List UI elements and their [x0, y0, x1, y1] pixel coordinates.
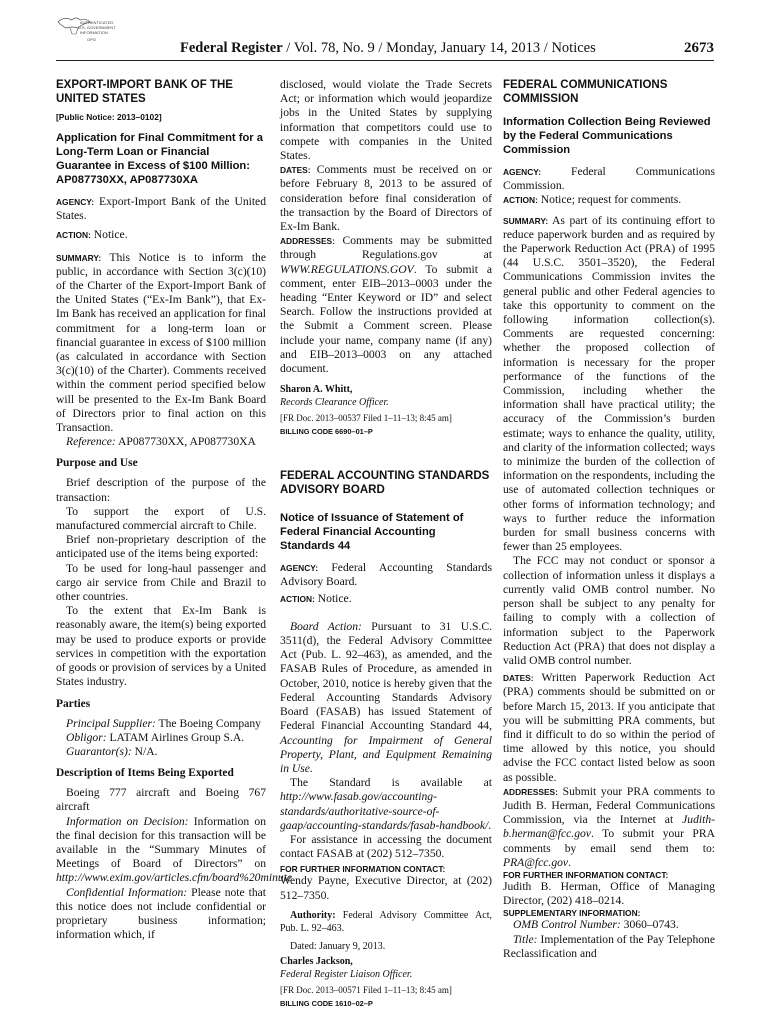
authority-label: Authority:	[290, 909, 336, 921]
dates-text-fcc: Written Paperwork Reduction Act (PRA) comments should be submitted on or before March 15, 2013. If you anticipate that you will be submitting PRA comments, but find it difficult to do so within the period of time allowed by this notice, you should advise the FCC contact listed below as soon as possible.	[503, 671, 715, 784]
standard-end: .	[488, 818, 492, 832]
authority-text: Federal Advisory Committee Act, Pub. L. 92–463.	[280, 909, 492, 934]
omb-control-number	[503, 918, 715, 932]
regulations-link[interactable]: WWW.REGULATIONS.GOV	[280, 262, 414, 276]
agency-text-fasab: Federal Accounting Standards Advisory Board.	[280, 561, 492, 589]
column-2	[280, 78, 492, 1009]
supplementary-label: SUPPLEMENTARY INFORMATION:	[503, 908, 641, 919]
reference-text: AP087730XX, AP087730XA	[115, 435, 256, 449]
action-text-fcc: Notice; request for comments.	[537, 193, 682, 207]
agency-paragraph-fasab	[280, 561, 492, 589]
addresses-text-continued: . To submit a comment, enter EIB–2013–0003 under the heading “Enter Keyword or ID” and select Search. Follow the instructions provided at the Submit a Comment screen. Please include your name, company name (if any) and EIB–2013–0003 on any attached document.	[280, 262, 492, 376]
agency-paragraph	[56, 195, 266, 223]
board-action-label: Board Action:	[290, 619, 362, 633]
action-label-fasab: ACTION:	[280, 593, 315, 604]
purpose-paragraph-3: Brief non-proprietary description of the anticipated use of the items being exported:	[56, 533, 266, 561]
agency-heading: EXPORT-IMPORT BANK OF THE UNITED STATES	[56, 79, 233, 105]
dates-text: Comments must be received on or before February 8, 2013 to be assured of consideration before final consideration of the transaction by the Board of Directors of Ex-Im Bank.	[280, 163, 492, 234]
dates-paragraph	[280, 163, 492, 234]
parties-heading: Parties	[56, 697, 91, 710]
obligor	[56, 731, 266, 745]
agency-text: Export-Import Bank of the United States.	[56, 195, 266, 223]
action-label: ACTION:	[56, 230, 91, 241]
addresses-end-fcc: .	[568, 855, 571, 869]
dates-label: DATES:	[280, 165, 311, 176]
dates-paragraph-fcc	[503, 671, 715, 785]
further-info-label-fcc: FOR FURTHER INFORMATION CONTACT:	[503, 869, 669, 880]
obligor-text: LATAM Airlines Group S.A.	[106, 730, 245, 744]
addresses-label-fcc: ADDRESSES:	[503, 786, 558, 797]
page-number: 2673	[684, 40, 714, 56]
minutes-link[interactable]: http://www.exim.gov/articles.cfm/board%20minute	[56, 871, 293, 885]
further-info-text: Wendy Payne, Executive Director, at (202) 512–7350.	[280, 874, 492, 902]
guarantor-text: N/A.	[131, 744, 158, 758]
page-header	[0, 40, 770, 58]
authority-paragraph	[280, 909, 492, 935]
summary-label: SUMMARY:	[56, 252, 102, 263]
pra-email-link[interactable]: PRA@fcc.gov	[503, 855, 569, 869]
fr-doc-citation-2: [FR Doc. 2013–00571 Filed 1–11–13; 8:45 am]	[280, 984, 452, 995]
addresses-text: Comments may be submitted through Regulations.gov at	[280, 234, 492, 262]
items-paragraph: Boeing 777 aircraft and Boeing 767 aircraft	[56, 786, 266, 814]
herman-email-link[interactable]: Judith-b.herman@fcc.gov	[503, 813, 715, 841]
column-3	[503, 78, 715, 961]
further-info-label: FOR FURTHER INFORMATION CONTACT:	[280, 864, 446, 875]
principal-text: The Boeing Company	[155, 716, 261, 730]
dates-label-fcc: DATES:	[503, 673, 534, 684]
board-action-text: Pursuant to 31 U.S.C. 3511(d), the Federal Advisory Committee Act (Pub. L. 92–463), as amended, and the FASAB Rules of Procedure, as amended in October, 2010, notice is hereby given that the Federal Accounting Standards Advisory Board (FASAB) has issued Statement of Federal Financial Accounting Standard 44,	[280, 619, 492, 733]
omb-control-label: OMB Control Number:	[513, 918, 621, 932]
omb-control-value: 3060–0743.	[620, 918, 679, 932]
purpose-paragraph-4: To be used for long-haul passenger and cargo air service from Chile and Brazil to other countries.	[56, 561, 266, 604]
summary-label-fcc: SUMMARY:	[503, 215, 549, 226]
addresses-label: ADDRESSES:	[280, 236, 335, 247]
agency-label-fasab: AGENCY:	[280, 563, 318, 574]
agency-label: AGENCY:	[56, 197, 94, 207]
collection-title	[503, 933, 715, 961]
dated-line: Dated: January 9, 2013.	[290, 940, 386, 952]
reference-paragraph	[56, 435, 266, 449]
action-paragraph-fcc	[503, 193, 715, 207]
purpose-heading: Purpose and Use	[56, 457, 138, 470]
info-text: Information on the final decision for this transaction will be available in the “Summary Minutes of Meetings of Board of Directors” on	[56, 814, 266, 871]
assistance-paragraph: For assistance in accessing the document contact FASAB at (202) 512–7350.	[280, 832, 492, 861]
document-title-fasab: Notice of Issuance of Statement of Federal Financial Accounting Standards 44	[280, 512, 464, 553]
billing-code: BILLING CODE 6690–01–P	[280, 427, 373, 437]
logo-line-1: AUTHENTICATED	[80, 20, 114, 25]
standard-availability	[280, 776, 492, 833]
fr-doc-citation: [FR Doc. 2013–00537 Filed 1–11–13; 8:45 am]	[280, 413, 452, 424]
issue-info: / Vol. 78, No. 9 / Monday, January 14, 2013 / Notices	[282, 40, 596, 56]
omb-paragraph: The FCC may not conduct or sponsor a collection of information unless it displays a currently valid OMB control number. No person shall be subject to any penalty for failing to comply with a collection of information subject to the Paperwork Reduction Act (PRA) that does not display a valid OMB control number.	[503, 554, 715, 667]
action-text-fasab: Notice.	[314, 591, 352, 605]
agency-paragraph-fcc	[503, 165, 715, 193]
column-1	[56, 78, 293, 942]
further-info-text-fcc: Judith B. Herman, Office of Managing Director, (202) 418–0214.	[503, 879, 715, 908]
summary-text: This Notice is to inform the public, in accordance with Section 3(c)(10) of the Charter of the Export-Import Bank of the United States (“Ex-Im Bank”), that Ex-Im Bank has received an application for final commitment for a long-term loan or financial guarantee in excess of $100 million (as calculated in accordance with Section 3(c)(10) of the Charter). Comments received within the comment period specified below will be presented to the Ex-Im Bank Board of Directors prior to final action on this Transaction.	[56, 250, 266, 435]
action-text: Notice.	[90, 228, 128, 242]
logo-line-4: GPO	[87, 37, 96, 42]
guarantor	[56, 745, 266, 759]
board-action-paragraph	[280, 620, 492, 776]
signature-title: Records Clearance Officer.	[280, 397, 389, 409]
principal-label: Principal Supplier:	[66, 716, 156, 730]
addresses-paragraph-fcc	[503, 785, 715, 870]
purpose-paragraph-5: To the extent that Ex-Im Bank is reasonably aware, the item(s) being exported may be used to produce exports or provide services in competition with the exportation of goods or provision of services by a United States industry.	[56, 604, 266, 689]
items-heading: Description of Items Being Exported	[56, 767, 234, 780]
agency-heading-fasab: FEDERAL ACCOUNTING STANDARDS ADVISORY BOARD	[280, 470, 490, 497]
action-paragraph-fasab	[280, 592, 492, 606]
logo-line-2: U.S. GOVERNMENT	[78, 25, 116, 30]
signature-name: Sharon A. Whitt,	[280, 384, 353, 396]
information-on-decision	[56, 814, 293, 886]
document-title-fcc: Information Collection Being Reviewed by the Federal Communications Commission	[503, 116, 711, 156]
info-label: Information on Decision:	[66, 814, 189, 828]
publication-title: Federal Register	[180, 40, 283, 56]
principal-supplier	[56, 717, 266, 731]
collection-title-label: Title:	[513, 932, 538, 946]
summary-paragraph-fcc	[503, 214, 715, 555]
public-notice-number: [Public Notice: 2013–0102]	[56, 112, 162, 122]
confidential-label: Confidential Information:	[66, 885, 188, 899]
addresses-text-fcc-2: . To submit your PRA comments by email send them to:	[503, 827, 715, 855]
action-paragraph	[56, 228, 266, 242]
obligor-label: Obligor:	[66, 730, 107, 744]
agency-label-fcc: AGENCY:	[503, 167, 541, 177]
signature-title-2: Federal Register Liaison Officer.	[280, 968, 413, 980]
summary-paragraph	[56, 251, 266, 436]
fasab-handbook-link[interactable]: http://www.fasab.gov/accounting-standards/authoritative-source-of-gaap/accounting-standards/fasab-handbook/	[280, 790, 489, 832]
logo-line-3: INFORMATION	[80, 30, 108, 35]
confidential-information	[56, 886, 266, 943]
action-label-fcc: ACTION:	[503, 195, 538, 206]
continued-text: disclosed, would violate the Trade Secrets Act; or information which would jeopardize jobs in the United States by supplying information that competitors could use to compete with companies in the United States.	[280, 78, 492, 163]
billing-code-2: BILLING CODE 1610–02–P	[280, 998, 373, 1008]
summary-text-fcc: As part of its continuing effort to reduce paperwork burden and as required by the Paperwork Reduction Act (PRA) of 1995 (44 U.S.C. 3501–3520), the Federal Communications Commission invites the general public and other Federal agencies to take this opportunity to comment on the following information collection(s). Comments are requested concerning: whether the proposed collection of information is necessary for the proper performance of the functions of the Commission, including whether the information shall have practical utility; the accuracy of the Commission’s burden estimate; ways to enhance the quality, utility, and clarity of the information collected; ways to minimize the burden of the collection of information on the respondents, including the use of automated collection techniques or other forms of information technology; and ways to further reduce the information burden for small business concerns with fewer than 25 employees.	[503, 213, 715, 554]
guarantor-label: Guarantor(s):	[66, 744, 132, 758]
purpose-paragraph-2: To support the export of U.S. manufactured commercial aircraft to Chile.	[56, 504, 266, 533]
reference-label: Reference:	[66, 435, 116, 449]
confidential-text: Please note that this notice does not include confidential or proprietary business information; information which, if	[56, 885, 266, 942]
running-head	[180, 40, 596, 57]
agency-text-fcc: Federal Communications Commission.	[503, 165, 715, 193]
document-title: Application for Final Commitment for a Long-Term Loan or Financial Guarantee in Excess of $100 Million: AP087730XX, AP087730XA	[56, 132, 263, 186]
header-rule	[56, 60, 714, 61]
signature-name-2: Charles Jackson,	[280, 955, 353, 967]
standard-title: Accounting for Impairment of General Property, Plant, and Equipment Remaining in Use.	[280, 733, 492, 775]
addresses-paragraph	[280, 234, 492, 376]
addresses-text-fcc: Submit your PRA comments to Judith B. Herman, Federal Communications Commission, via the Internet at	[503, 784, 715, 827]
purpose-paragraph-1: Brief description of the purpose of the transaction:	[56, 476, 266, 504]
standard-text: The Standard is available at	[290, 776, 492, 790]
agency-heading-fcc: FEDERAL COMMUNICATIONS COMMISSION	[503, 79, 668, 105]
collection-title-text: Implementation of the Pay Telephone Reclassification and	[503, 932, 715, 960]
